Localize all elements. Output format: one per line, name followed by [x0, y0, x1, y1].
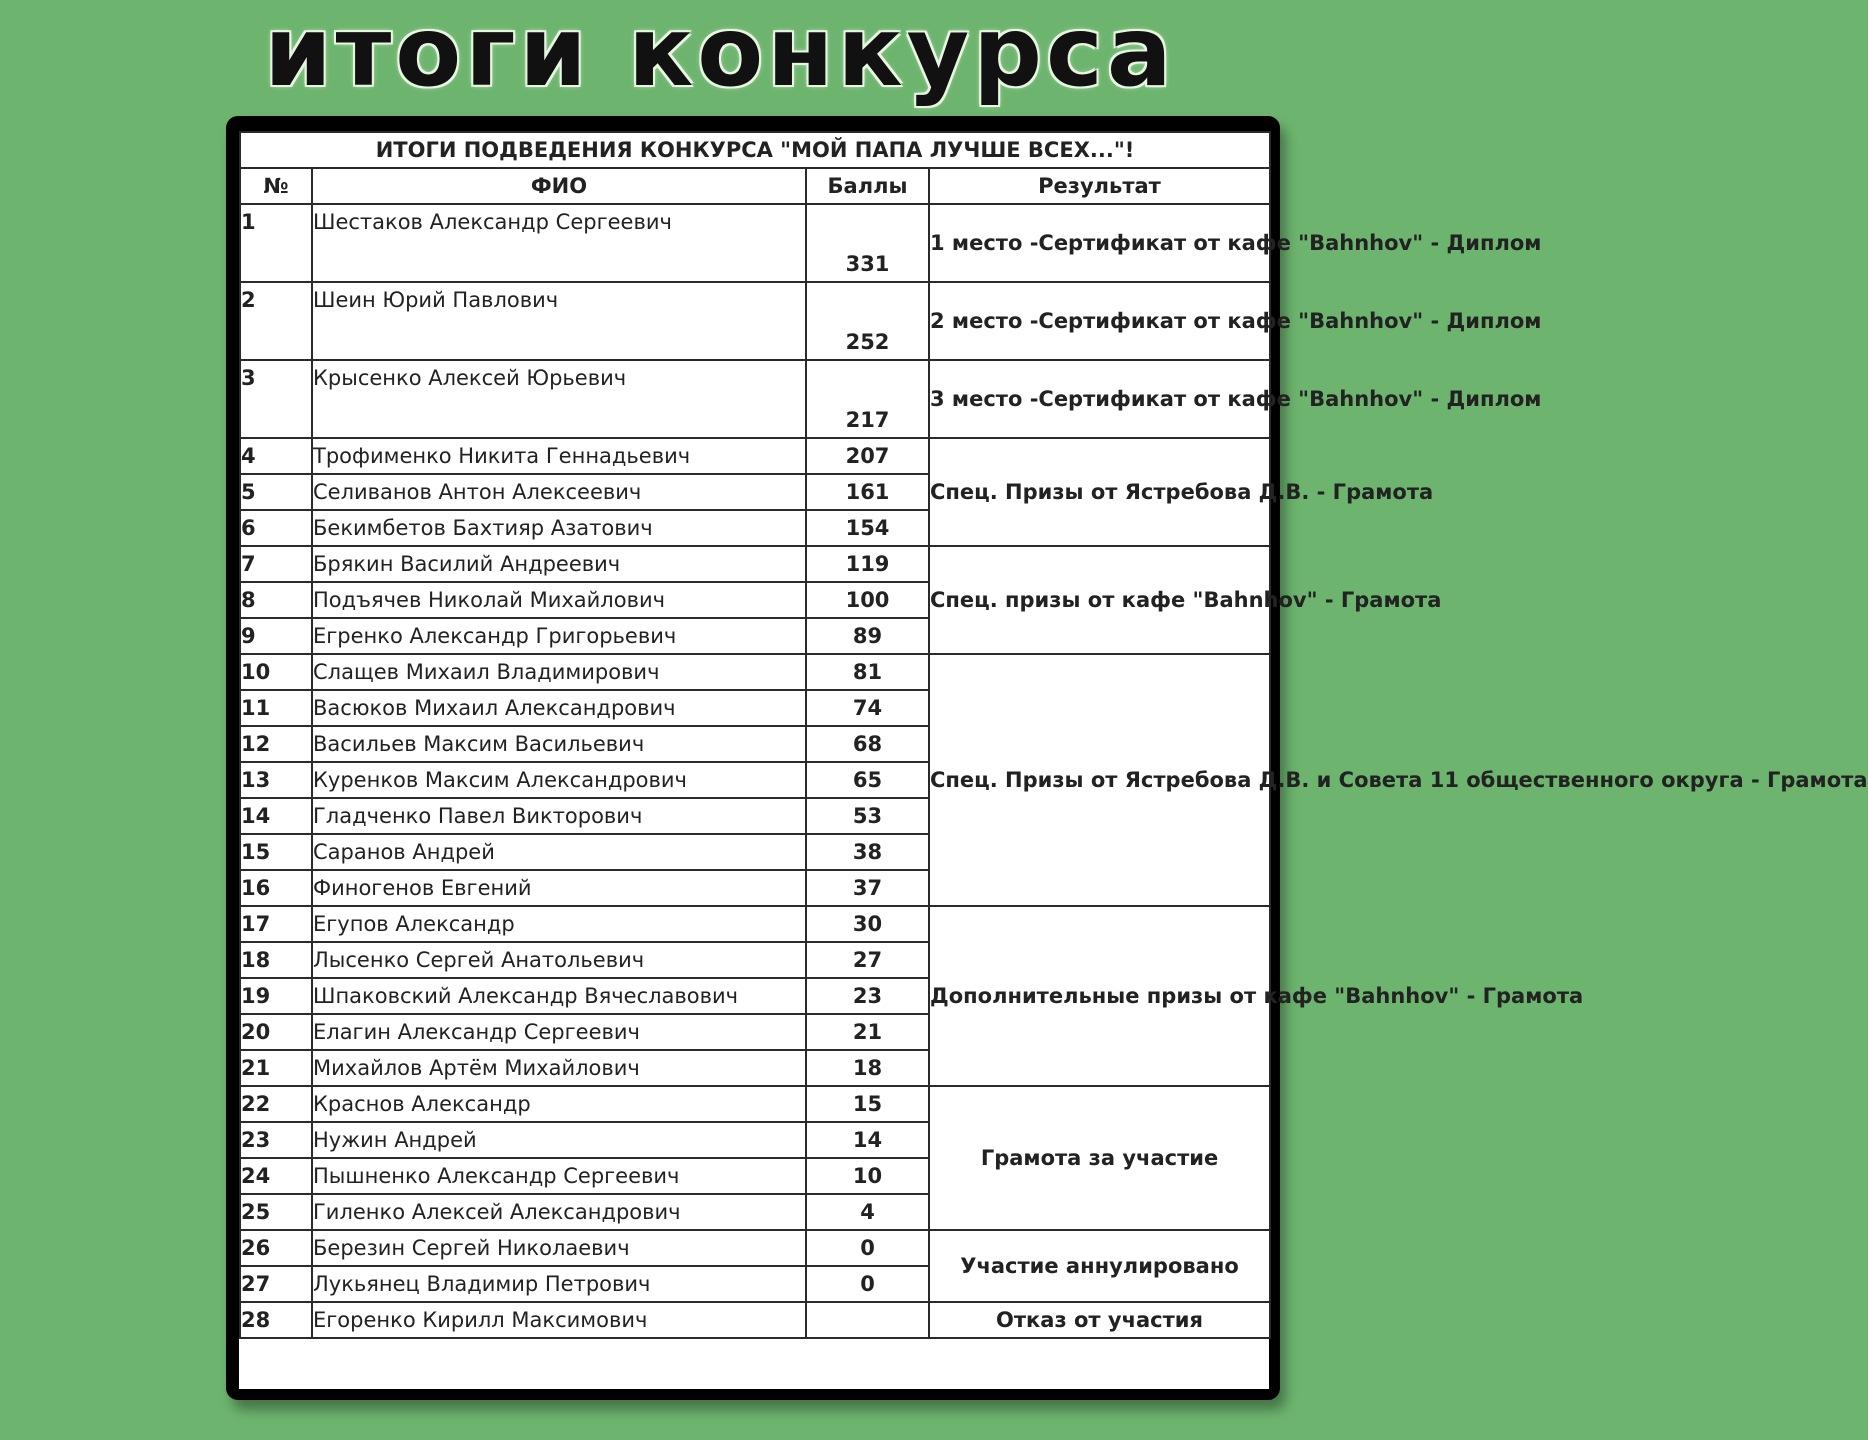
- participant-score: 65: [806, 762, 929, 798]
- participant-name: Брякин Василий Андреевич: [312, 546, 806, 582]
- row-number: 28: [240, 1302, 312, 1338]
- row-number: 16: [240, 870, 312, 906]
- participant-name: Гиленко Алексей Александрович: [312, 1194, 806, 1230]
- participant-score: 81: [806, 654, 929, 690]
- participant-name: Бекимбетов Бахтияр Азатович: [312, 510, 806, 546]
- participant-score: 14: [806, 1122, 929, 1158]
- result-cell: Грамота за участие: [929, 1086, 1270, 1230]
- row-number: 13: [240, 762, 312, 798]
- table-row: [240, 546, 1270, 582]
- participant-name: Березин Сергей Николаевич: [312, 1230, 806, 1266]
- participant-score: 18: [806, 1050, 929, 1086]
- row-number: 10: [240, 654, 312, 690]
- participant-score: 0: [806, 1266, 929, 1302]
- result-cell: Участие аннулировано: [929, 1230, 1270, 1302]
- column-header-name: ФИО: [312, 168, 806, 204]
- participant-score: 68: [806, 726, 929, 762]
- participant-name: Егоренко Кирилл Максимович: [312, 1302, 806, 1338]
- page-heading: итоги конкурса: [264, 0, 1176, 108]
- table-row: [240, 1086, 1270, 1122]
- participant-score: 207: [806, 438, 929, 474]
- participant-name: Елагин Александр Сергеевич: [312, 1014, 806, 1050]
- table-row: [240, 1302, 1270, 1338]
- column-header-number: №: [240, 168, 312, 204]
- participant-name: Крысенко Алексей Юрьевич: [312, 360, 806, 438]
- participant-score: 0: [806, 1230, 929, 1266]
- participant-score: 53: [806, 798, 929, 834]
- participant-score: 4: [806, 1194, 929, 1230]
- row-number: 1: [240, 204, 312, 282]
- row-number: 5: [240, 474, 312, 510]
- row-number: 22: [240, 1086, 312, 1122]
- column-header-result: Результат: [929, 168, 1270, 204]
- row-number: 9: [240, 618, 312, 654]
- result-cell: Отказ от участия: [929, 1302, 1270, 1338]
- participant-score: 100: [806, 582, 929, 618]
- result-cell: 3 место -Сертификат от кафе "Bahnhov" - Диплом: [929, 360, 1270, 438]
- row-number: 17: [240, 906, 312, 942]
- participant-score: [806, 1302, 929, 1338]
- table-row: [240, 282, 1270, 360]
- participant-name: Пышненко Александр Сергеевич: [312, 1158, 806, 1194]
- row-number: 24: [240, 1158, 312, 1194]
- row-number: 14: [240, 798, 312, 834]
- row-number: 12: [240, 726, 312, 762]
- participant-score: 161: [806, 474, 929, 510]
- participant-name: Васюков Михаил Александрович: [312, 690, 806, 726]
- participant-score: 23: [806, 978, 929, 1014]
- participant-name: Гладченко Павел Викторович: [312, 798, 806, 834]
- result-cell: 2 место -Сертификат от кафе "Bahnhov" - Диплом: [929, 282, 1270, 360]
- row-number: 15: [240, 834, 312, 870]
- row-number: 4: [240, 438, 312, 474]
- result-cell: Спец. Призы от Ястребова Д.В. - Грамота: [929, 438, 1270, 546]
- table-row: [240, 438, 1270, 474]
- results-sheet: [239, 131, 1868, 1389]
- row-number: 3: [240, 360, 312, 438]
- row-number: 8: [240, 582, 312, 618]
- participant-name: Трофименко Никита Геннадьевич: [312, 438, 806, 474]
- participant-score: 10: [806, 1158, 929, 1194]
- table-row: [240, 360, 1270, 438]
- participant-name: Шеин Юрий Павлович: [312, 282, 806, 360]
- row-number: 2: [240, 282, 312, 360]
- participant-name: Саранов Андрей: [312, 834, 806, 870]
- row-number: 25: [240, 1194, 312, 1230]
- participant-name: Егупов Александр: [312, 906, 806, 942]
- participant-name: Васильев Максим Васильевич: [312, 726, 806, 762]
- participant-name: Финогенов Евгений: [312, 870, 806, 906]
- result-cell: Спец. призы от кафе "Bahnhov" - Грамота: [929, 546, 1270, 654]
- title-row: [240, 132, 1270, 168]
- participant-name: Лукьянец Владимир Петрович: [312, 1266, 806, 1302]
- row-number: 26: [240, 1230, 312, 1266]
- row-number: 19: [240, 978, 312, 1014]
- participant-score: 15: [806, 1086, 929, 1122]
- row-number: 23: [240, 1122, 312, 1158]
- participant-name: Слащев Михаил Владимирович: [312, 654, 806, 690]
- row-number: 20: [240, 1014, 312, 1050]
- row-number: 21: [240, 1050, 312, 1086]
- participant-score: 119: [806, 546, 929, 582]
- participant-name: Куренков Максим Александрович: [312, 762, 806, 798]
- participant-name: Егренко Александр Григорьевич: [312, 618, 806, 654]
- participant-name: Шестаков Александр Сергеевич: [312, 204, 806, 282]
- table-row: [240, 204, 1270, 282]
- row-number: 11: [240, 690, 312, 726]
- participant-score: 154: [806, 510, 929, 546]
- result-cell: Дополнительные призы от кафе "Bahnhov" - Грамота: [929, 906, 1270, 1086]
- participant-name: Михайлов Артём Михайлович: [312, 1050, 806, 1086]
- results-table: [239, 131, 1868, 1339]
- participant-name: Селиванов Антон Алексеевич: [312, 474, 806, 510]
- participant-name: Подъячев Николай Михайлович: [312, 582, 806, 618]
- row-number: 18: [240, 942, 312, 978]
- participant-score: 252: [806, 282, 929, 360]
- participant-score: 30: [806, 906, 929, 942]
- participant-name: Краснов Александр: [312, 1086, 806, 1122]
- table-row: [240, 1230, 1270, 1266]
- table-title: ИТОГИ ПОДВЕДЕНИЯ КОНКУРСА "МОЙ ПАПА ЛУЧШЕ ВСЕХ..."!: [240, 132, 1270, 168]
- result-cell: 1 место -Сертификат от кафе "Bahnhov" - Диплом: [929, 204, 1270, 282]
- participant-name: Нужин Андрей: [312, 1122, 806, 1158]
- participant-score: 37: [806, 870, 929, 906]
- column-header-score: Баллы: [806, 168, 929, 204]
- participant-name: Лысенко Сергей Анатольевич: [312, 942, 806, 978]
- participant-score: 217: [806, 360, 929, 438]
- row-number: 27: [240, 1266, 312, 1302]
- participant-score: 331: [806, 204, 929, 282]
- table-row: [240, 906, 1270, 942]
- participant-name: Шпаковский Александр Вячеславович: [312, 978, 806, 1014]
- participant-score: 27: [806, 942, 929, 978]
- table-row: [240, 654, 1270, 690]
- participant-score: 89: [806, 618, 929, 654]
- participant-score: 21: [806, 1014, 929, 1050]
- header-row: [240, 168, 1270, 204]
- participant-score: 38: [806, 834, 929, 870]
- row-number: 7: [240, 546, 312, 582]
- row-number: 6: [240, 510, 312, 546]
- participant-score: 74: [806, 690, 929, 726]
- result-cell: Спец. Призы от Ястребова Д.В. и Совета 11 общественного округа - Грамота: [929, 654, 1270, 906]
